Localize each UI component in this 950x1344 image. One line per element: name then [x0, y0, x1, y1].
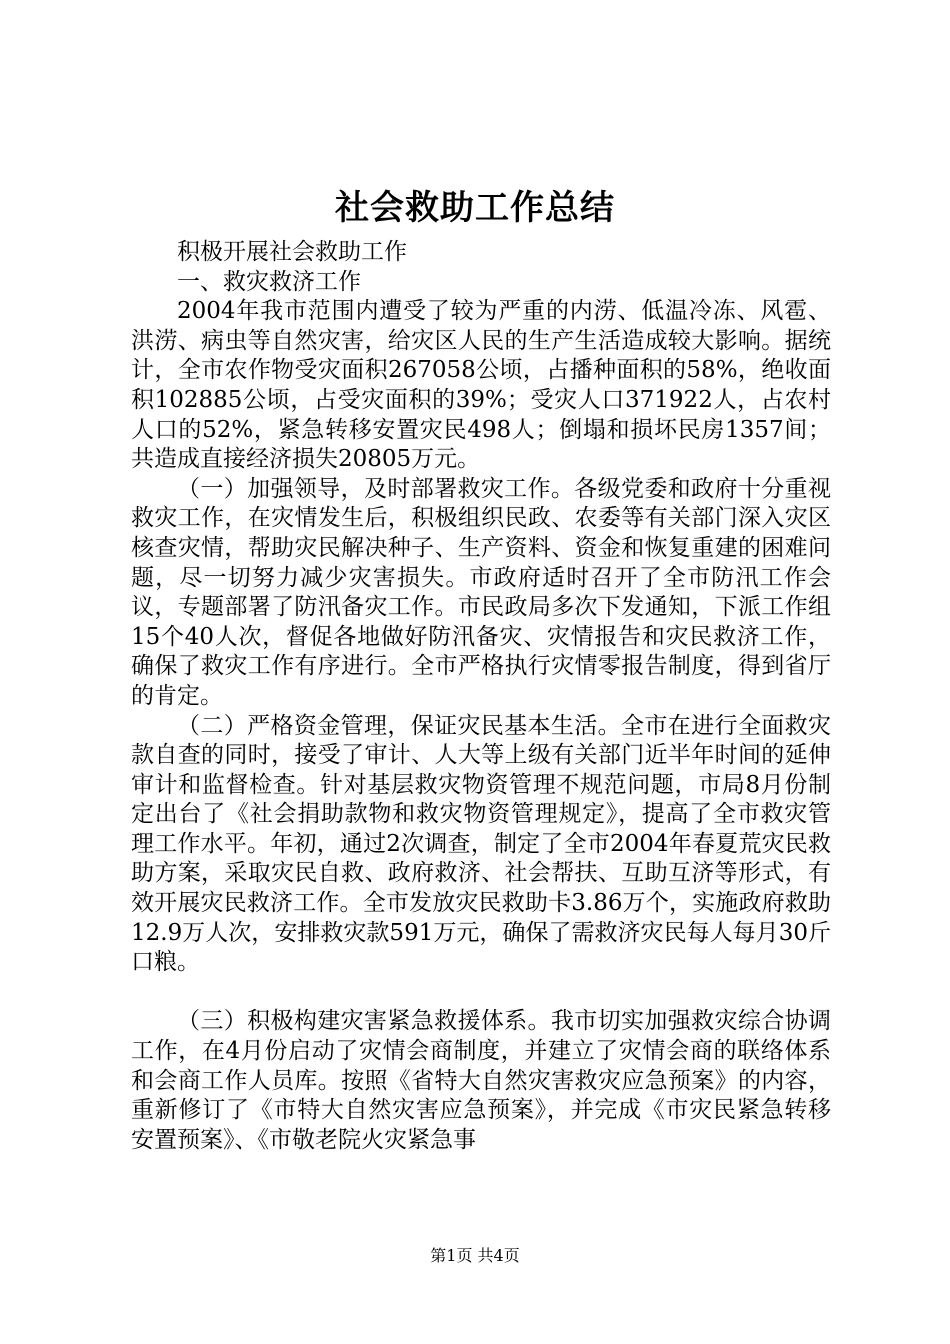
document-body [131, 238, 831, 1155]
page-number: 第1页 共4页 [430, 1246, 520, 1265]
document-title: 社会救助工作总结 [335, 188, 615, 228]
paragraph-item-1: （一）加强领导，及时部署救灾工作。各级党委和政府十分重视救灾工作，在灾情发生后，积极组织民政、农委等有关部门深入灾区核查灾情，帮助灾民解决种子、生产资料、资金和恢复重建的困难问题，尽一切努力减少灾害损失。市政府适时召开了全市防汛工作会议，专题部署了防汛备灾工作。市民政局多次下发通知，下派工作组15个40人次，督促各地做好防汛备灾、灾情报告和灾民救济工作，确保了救灾工作有序进行。全市严格执行灾情零报告制度，得到省厅的肯定。 [131, 475, 831, 709]
paragraph-overview: 2004年我市范围内遭受了较为严重的内涝、低温冷冻、风雹、洪涝、病虫等自然灾害，给灾区人民的生产生活造成较大影响。据统计，全市农作物受灾面积267058公顷，占播种面积的58%，绝收面积102885公顷，占受灾面积的39%；受灾人口371922人，占农村人口的52%，紧急转移安置灾民498人；倒塌和损坏民房1357间；共造成直接经济损失20805万元。 [131, 298, 831, 473]
paragraph-subtitle: 积极开展社会救助工作 [177, 239, 407, 265]
paragraph-item-2: （二）严格资金管理，保证灾民基本生活。全市在进行全面救灾款自查的同时，接受了审计、人大等上级有关部门近半年时间的延伸审计和监督检查。针对基层救灾物资管理不规范问题，市局8月份制定出台了《社会捐助款物和救灾物资管理规定》，提高了全市救灾管理工作水平。年初，通过2次调查，制定了全市2004年春夏荒灾民救助方案，采取灾民自救、政府救济、社会帮扶、互助互济等形式，有效开展灾民救济工作。全市发放灾民救助卡3.86万个，实施政府救助12.9万人次，安排救灾款591万元，确保了需救济灾民每人每月30斤口粮。 [131, 712, 831, 976]
paragraph-item-3: （三）积极构建灾害紧急救援体系。我市切实加强救灾综合协调工作，在4月份启动了灾情会商制度，并建立了灾情会商的联络体系和会商工作人员库。按照《省特大自然灾害救灾应急预案》的内容，重新修订了《市特大自然灾害应急预案》，并完成《市灾民紧急转移安置预案》、《市敬老院火灾紧急事 [131, 1008, 831, 1153]
paragraph-section-heading: 一、救灾救济工作 [177, 268, 361, 295]
